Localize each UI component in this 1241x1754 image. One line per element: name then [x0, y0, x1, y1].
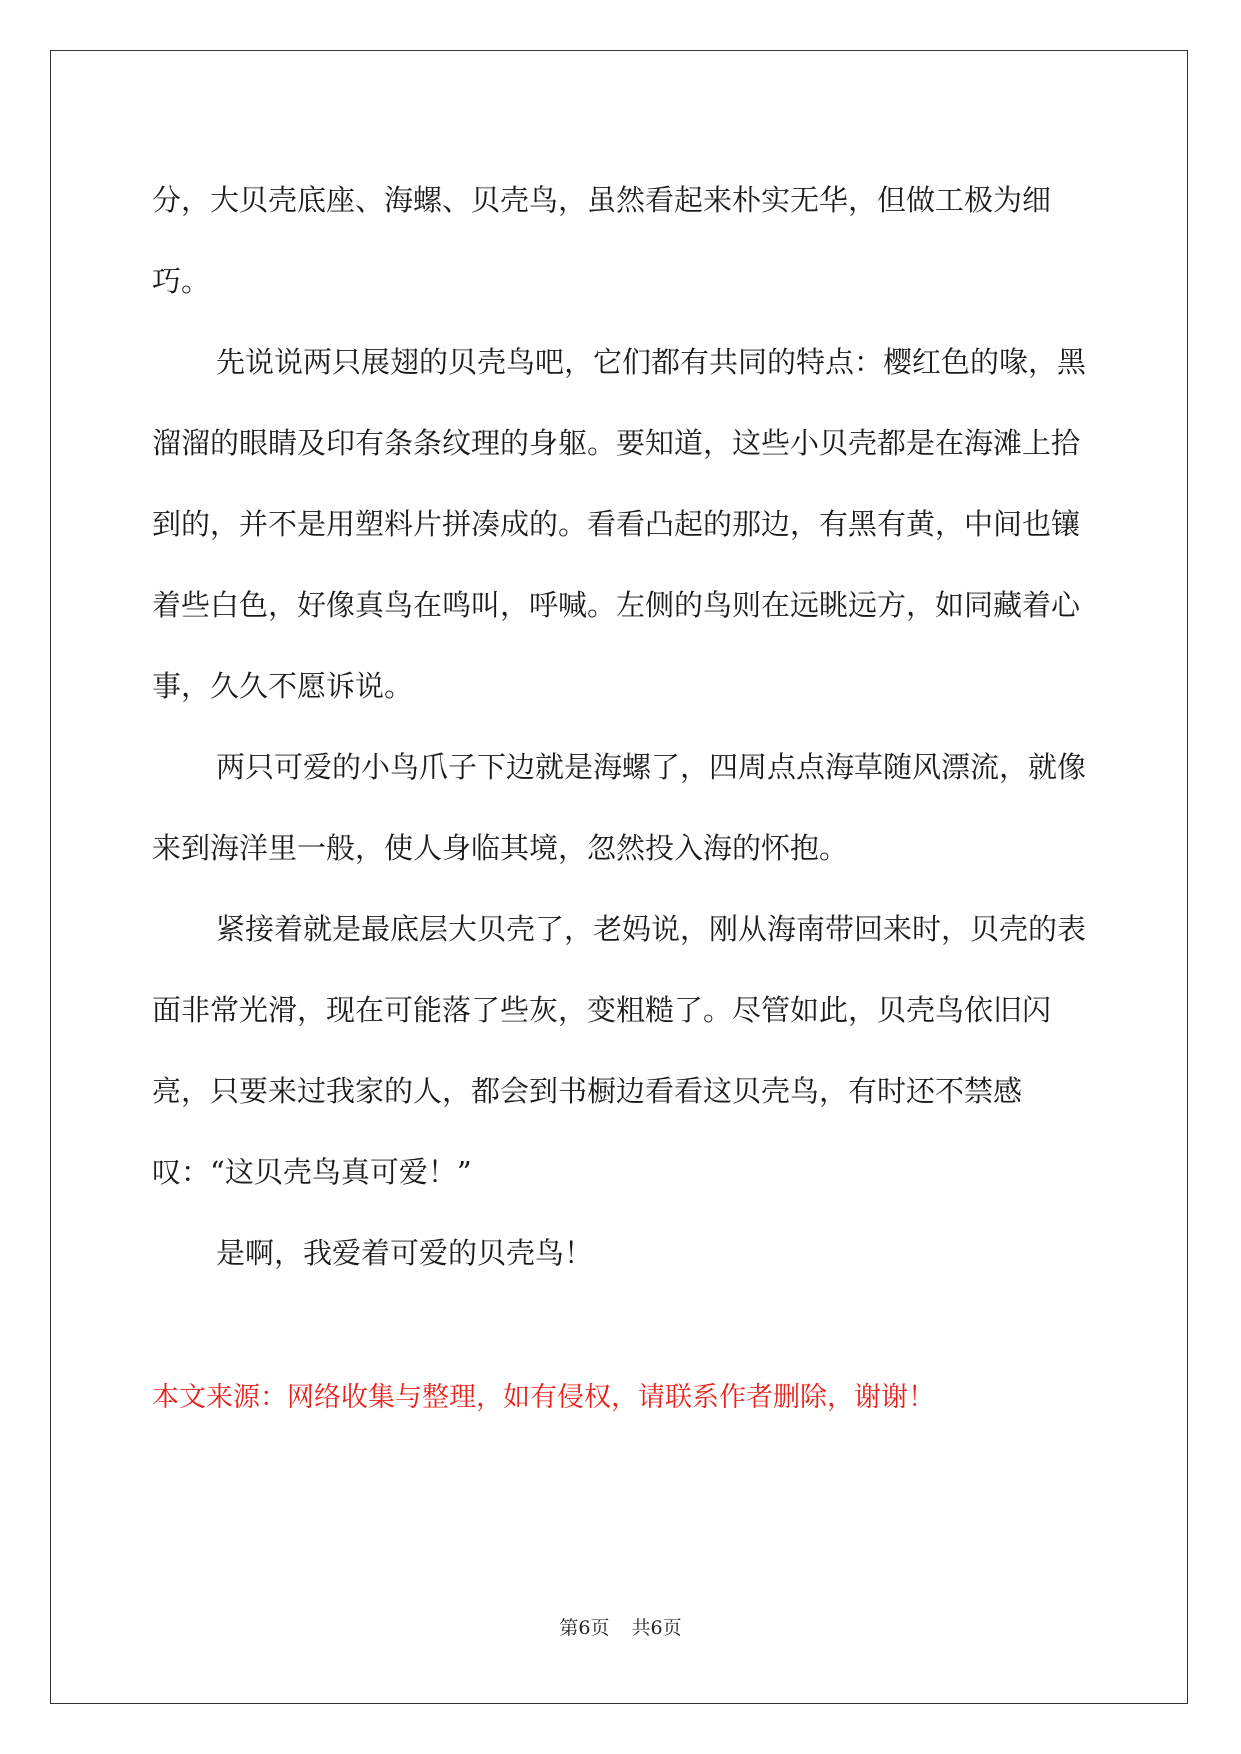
document-body — [152, 160, 1092, 1294]
page-number-total: 共6页 — [631, 1617, 682, 1639]
paragraph-3: 两只可爱的小鸟爪子下边就是海螺了，四周点点海草随风漂流，就像来到海洋里一般，使人身临其境，忽然投入海的怀抱。 — [152, 750, 1087, 865]
page-footer — [0, 1614, 1241, 1642]
paragraph-4: 紧接着就是最底层大贝壳了，老妈说，刚从海南带回来时，贝壳的表面非常光滑，现在可能落了些灰，变粗糙了。尽管如此，贝壳鸟依旧闪亮，只要来过我家的人，都会到书橱边看看这贝壳鸟，有时还不禁感叹：“这贝壳鸟真可爱！” — [152, 912, 1087, 1189]
source-note: 本文来源：网络收集与整理，如有侵权，请联系作者删除，谢谢！ — [152, 1382, 935, 1413]
paragraph-1: 分，大贝壳底座、海螺、贝壳鸟，虽然看起来朴实无华，但做工极为细巧。 — [152, 183, 1052, 298]
page-number-current: 第6页 — [559, 1617, 610, 1639]
paragraph-5: 是啊，我爱着可爱的贝壳鸟！ — [216, 1236, 594, 1270]
paragraph-2: 先说说两只展翅的贝壳鸟吧，它们都有共同的特点：樱红色的喙，黑溜溜的眼睛及印有条条纹理的身躯。要知道，这些小贝壳都是在海滩上拾到的，并不是用塑料片拼凑成的。看看凸起的那边，有黑有黄，中间也镶着些白色，好像真鸟在鸣叫，呼喊。左侧的鸟则在远眺远方，如同藏着心事，久久不愿诉说。 — [152, 345, 1087, 703]
